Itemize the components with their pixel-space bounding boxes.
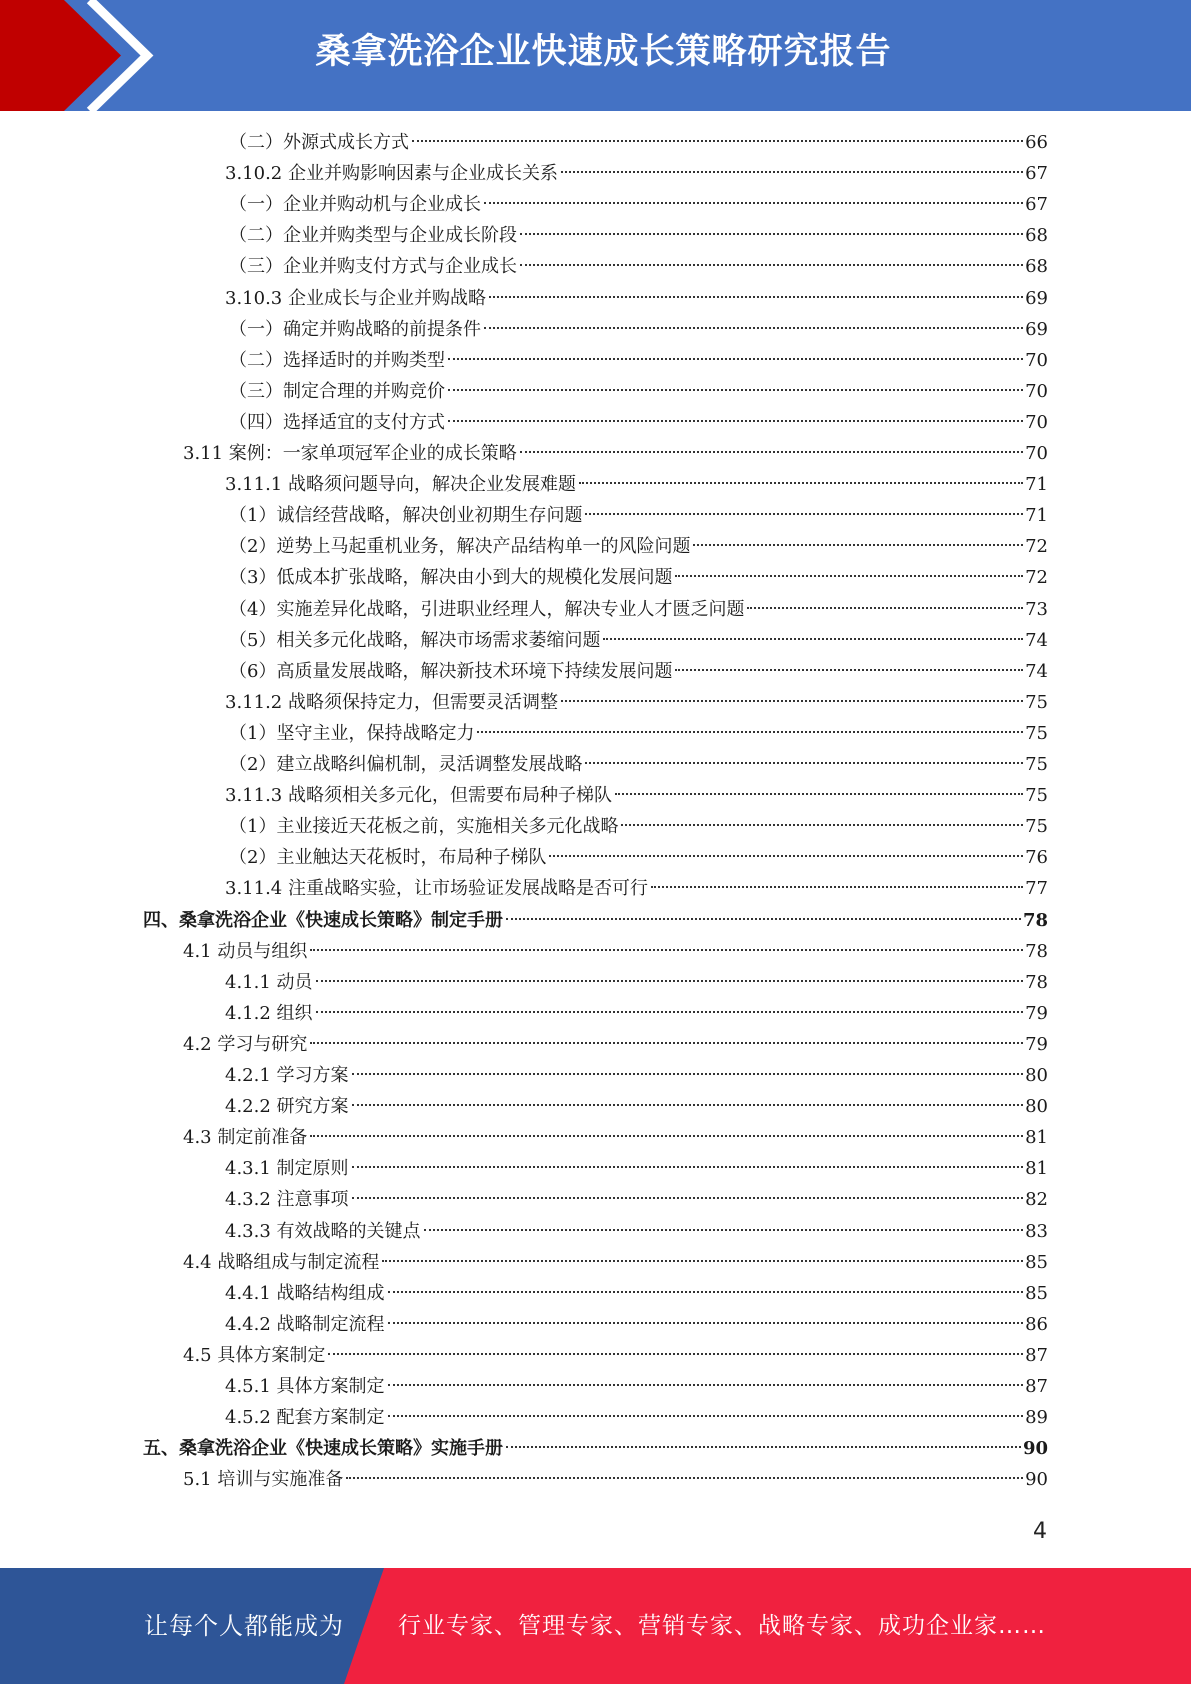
toc-entry-label: 4.5 具体方案制定 [183, 1344, 326, 1366]
toc-entry-label: （5）相关多元化战略，解决市场需求萎缩问题 [229, 629, 601, 651]
toc-dot-leader [352, 1197, 1024, 1199]
toc-entry-page: 87 [1025, 1344, 1048, 1366]
page-header [0, 0, 1191, 111]
toc-dot-leader [585, 762, 1023, 764]
toc-entry-page: 73 [1025, 598, 1048, 620]
toc-entry[interactable] [225, 1060, 1048, 1091]
toc-dot-leader [561, 171, 1023, 173]
toc-entry-label: （一）确定并购战略的前提条件 [229, 318, 481, 340]
toc-entry-page: 79 [1025, 1002, 1048, 1024]
toc-dot-leader [615, 793, 1023, 795]
toc-dot-leader [675, 575, 1023, 577]
toc-entry-label: 五、桑拿洗浴企业《快速成长策略》实施手册 [143, 1438, 503, 1460]
toc-entry-label: （一）企业并购动机与企业成长 [229, 194, 481, 216]
toc-entry-label: 4.4.1 战略结构组成 [225, 1282, 385, 1304]
toc-entry[interactable] [225, 1153, 1048, 1184]
toc-entry-label: 3.11.1 战略须问题导向，解决企业发展难题 [225, 474, 576, 496]
toc-entry-page: 87 [1025, 1376, 1048, 1397]
toc-dot-leader [412, 140, 1023, 142]
toc-dot-leader [506, 918, 1021, 920]
toc-entry-page: 70 [1025, 380, 1048, 402]
toc-entry-label: （1）主业接近天花板之前，实施相关多元化战略 [229, 816, 619, 838]
toc-entry-page: 72 [1025, 567, 1048, 589]
toc-entry-page: 70 [1025, 443, 1048, 464]
toc-entry-page: 90 [1025, 1469, 1048, 1491]
toc-entry[interactable] [225, 1216, 1048, 1247]
toc-dot-leader [388, 1384, 1024, 1386]
toc-dot-leader [388, 1322, 1024, 1324]
toc-dot-leader [328, 1353, 1023, 1355]
toc-entry[interactable] [229, 189, 1048, 220]
toc-entry[interactable] [229, 625, 1048, 656]
toc-entry-page: 68 [1025, 256, 1048, 278]
toc-entry-label: （1）坚守主业，保持战略定力 [229, 722, 475, 744]
toc-entry[interactable] [225, 967, 1048, 998]
toc-entry-page: 83 [1025, 1220, 1048, 1242]
toc-entry[interactable] [229, 594, 1048, 625]
toc-dot-leader [579, 482, 1023, 484]
toc-entry[interactable] [229, 749, 1048, 780]
toc-entry-page: 75 [1025, 754, 1048, 775]
toc-entry-page: 81 [1025, 1127, 1048, 1149]
toc-entry-page: 75 [1025, 816, 1048, 838]
toc-dot-leader [520, 451, 1023, 453]
toc-entry-page: 75 [1025, 722, 1048, 744]
toc-entry-label: 3.11 案例：一家单项冠军企业的成长策略 [183, 443, 517, 464]
toc-entry-label: 3.11.2 战略须保持定力，但需要灵活调整 [225, 691, 558, 713]
toc-entry-label: 4.3.1 制定原则 [225, 1158, 349, 1180]
toc-dot-leader [316, 1011, 1024, 1013]
toc-entry-page: 82 [1025, 1189, 1048, 1211]
toc-entry[interactable] [229, 656, 1048, 687]
toc-entry-label: 3.10.3 企业成长与企业并购战略 [225, 287, 486, 309]
toc-entry[interactable] [229, 500, 1048, 531]
toc-entry-page: 72 [1025, 536, 1048, 558]
toc-entry[interactable] [225, 1402, 1048, 1433]
toc-dot-leader [448, 358, 1023, 360]
toc-entry-label: 4.2.2 研究方案 [225, 1096, 349, 1118]
toc-dot-leader [352, 1104, 1024, 1106]
toc-entry-label: （2）逆势上马起重机业务，解决产品结构单一的风险问题 [229, 536, 691, 558]
toc-entry-label: （二）外源式成长方式 [229, 132, 409, 153]
toc-entry-label: （1）诚信经营战略，解决创业初期生存问题 [229, 505, 583, 527]
toc-entry-page: 78 [1022, 909, 1048, 931]
toc-dot-leader [693, 544, 1023, 546]
toc-entry-label: 4.5.1 具体方案制定 [225, 1376, 385, 1397]
toc-entry[interactable] [225, 283, 1048, 314]
toc-entry-page: 67 [1025, 194, 1048, 216]
toc-entry-page: 74 [1025, 629, 1048, 651]
toc-entry-label: 4.4 战略组成与制定流程 [183, 1251, 380, 1273]
toc-entry-page: 75 [1025, 691, 1048, 713]
toc-entry-page: 70 [1025, 411, 1048, 433]
toc-dot-leader [585, 513, 1023, 515]
toc-dot-leader [549, 855, 1023, 857]
toc-dot-leader [388, 1415, 1024, 1417]
toc-entry-label: 4.3 制定前准备 [183, 1127, 308, 1149]
toc-entry-label: 4.4.2 战略制定流程 [225, 1313, 385, 1335]
toc-entry-label: （三）制定合理的并购竞价 [229, 380, 445, 402]
toc-entry-page: 67 [1025, 163, 1048, 185]
toc-entry[interactable] [229, 251, 1048, 282]
toc-entry-label: （4）实施差异化战略，引进职业经理人，解决专业人才匮乏问题 [229, 598, 745, 620]
toc-dot-leader [346, 1477, 1023, 1479]
toc-entry[interactable] [229, 220, 1048, 251]
toc-entry-label: 3.11.4 注重战略实验，让市场验证发展战略是否可行 [225, 878, 648, 900]
toc-entry[interactable] [229, 314, 1048, 345]
toc-dot-leader [424, 1229, 1024, 1231]
toc-entry[interactable] [225, 1371, 1048, 1402]
toc-entry-page: 89 [1025, 1407, 1048, 1429]
toc-entry-page: 68 [1025, 225, 1048, 247]
toc-entry[interactable] [225, 780, 1048, 811]
toc-entry-page: 76 [1025, 847, 1048, 869]
toc-dot-leader [621, 824, 1023, 826]
toc-entry-label: （2）建立战略纠偏机制，灵活调整发展战略 [229, 754, 583, 775]
footer-slogan-left: 让每个人都能成为 [144, 1612, 344, 1640]
toc-entry[interactable] [225, 1278, 1048, 1309]
toc-entry[interactable] [229, 842, 1048, 873]
toc-dot-leader [352, 1073, 1024, 1075]
toc-entry-label: 4.1 动员与组织 [183, 940, 308, 962]
footer-slogan-right: 行业专家、管理专家、营销专家、战略专家、成功企业家…… [398, 1613, 1046, 1639]
toc-entry-label: （二）企业并购类型与企业成长阶段 [229, 225, 517, 247]
toc-dot-leader [477, 731, 1023, 733]
toc-dot-leader [561, 700, 1023, 702]
toc-dot-leader [310, 1135, 1023, 1137]
document-title: 桑拿洗浴企业快速成长策略研究报告 [315, 32, 892, 72]
page-footer [0, 1568, 1191, 1684]
toc-dot-leader [484, 202, 1023, 204]
toc-entry[interactable] [225, 469, 1048, 500]
toc-entry[interactable] [229, 718, 1048, 749]
toc-entry[interactable] [229, 811, 1048, 842]
toc-dot-leader [489, 296, 1023, 298]
toc-entry-label: 4.2 学习与研究 [183, 1033, 308, 1055]
toc-entry[interactable] [229, 376, 1048, 407]
toc-entry-page: 81 [1025, 1158, 1048, 1180]
toc-entry[interactable] [225, 1309, 1048, 1340]
toc-dot-leader [382, 1260, 1023, 1262]
toc-entry[interactable] [183, 1247, 1048, 1278]
toc-entry-page: 90 [1022, 1438, 1048, 1460]
toc-entry-label: （三）企业并购支付方式与企业成长 [229, 256, 517, 278]
toc-entry-label: 4.2.1 学习方案 [225, 1065, 349, 1086]
toc-entry[interactable] [225, 998, 1048, 1029]
toc-entry-label: （3）低成本扩张战略，解决由小到大的规模化发展问题 [229, 567, 673, 589]
toc-entry-label: （6）高质量发展战略，解决新技术环境下持续发展问题 [229, 660, 673, 682]
toc-entry-page: 69 [1025, 287, 1048, 309]
toc-entry-label: 4.3.3 有效战略的关键点 [225, 1220, 421, 1242]
toc-dot-leader [520, 264, 1023, 266]
toc-entry[interactable] [183, 1122, 1048, 1153]
toc-entry-page: 78 [1025, 971, 1048, 993]
toc-dot-leader [520, 233, 1023, 235]
toc-entry[interactable] [143, 1433, 1048, 1464]
toc-entry[interactable] [225, 687, 1048, 718]
toc-entry[interactable] [183, 1340, 1048, 1371]
toc-entry-label: 四、桑拿洗浴企业《快速成长策略》制定手册 [143, 909, 503, 931]
toc-entry-page: 71 [1025, 505, 1048, 527]
toc-entry-page: 71 [1025, 474, 1048, 496]
toc-entry-label: 3.11.3 战略须相关多元化，但需要布局种子梯队 [225, 785, 612, 807]
toc-entry[interactable] [229, 562, 1048, 593]
toc-dot-leader [310, 1042, 1023, 1044]
toc-entry-label: 5.1 培训与实施准备 [183, 1469, 344, 1491]
toc-dot-leader [316, 980, 1024, 982]
toc-entry-page: 66 [1025, 132, 1048, 153]
toc-entry[interactable] [225, 873, 1048, 904]
toc-entry-page: 75 [1025, 785, 1048, 807]
toc-dot-leader [448, 420, 1023, 422]
toc-dot-leader [675, 669, 1023, 671]
toc-entry-page: 69 [1025, 318, 1048, 340]
toc-entry[interactable] [229, 345, 1048, 376]
toc-entry[interactable] [225, 1184, 1048, 1215]
toc-entry-page: 85 [1025, 1251, 1048, 1273]
toc-entry-page: 85 [1025, 1282, 1048, 1304]
toc-entry-label: 3.10.2 企业并购影响因素与企业成长关系 [225, 163, 558, 185]
toc-entry[interactable] [183, 936, 1048, 967]
toc-entry-page: 78 [1025, 940, 1048, 962]
toc-entry[interactable] [183, 1464, 1048, 1495]
toc-dot-leader [506, 1446, 1021, 1448]
toc-entry-page: 74 [1025, 660, 1048, 682]
toc-entry-page: 86 [1025, 1313, 1048, 1335]
toc-entry-page: 70 [1025, 349, 1048, 371]
toc-entry-page: 80 [1025, 1096, 1048, 1118]
page-number: 4 [1033, 1519, 1047, 1544]
toc-entry[interactable] [183, 1029, 1048, 1060]
toc-entry-label: （二）选择适时的并购类型 [229, 349, 445, 371]
toc-dot-leader [651, 886, 1023, 888]
toc-entry-label: 4.1.2 组织 [225, 1002, 313, 1024]
toc-dot-leader [603, 638, 1023, 640]
toc-entry-label: 4.3.2 注意事项 [225, 1189, 349, 1211]
toc-entry-label: 4.5.2 配套方案制定 [225, 1407, 385, 1429]
toc-entry[interactable] [143, 905, 1048, 936]
toc-dot-leader [448, 389, 1023, 391]
toc-entry[interactable] [183, 438, 1048, 469]
toc-entry-label: （2）主业触达天花板时，布局种子梯队 [229, 847, 547, 869]
toc-entry[interactable] [225, 158, 1048, 189]
toc-dot-leader [310, 949, 1023, 951]
toc-entry-page: 79 [1025, 1033, 1048, 1055]
toc-entry[interactable] [229, 531, 1048, 562]
toc-dot-leader [484, 327, 1023, 329]
toc-entry-label: 4.1.1 动员 [225, 971, 313, 993]
toc-dot-leader [747, 607, 1023, 609]
toc-entry-page: 77 [1025, 878, 1048, 900]
toc-entry[interactable] [229, 127, 1048, 158]
toc-dot-leader [388, 1291, 1024, 1293]
toc-entry-label: （四）选择适宜的支付方式 [229, 411, 445, 433]
toc-entry[interactable] [229, 407, 1048, 438]
toc-entry[interactable] [225, 1091, 1048, 1122]
toc-entry-page: 80 [1025, 1065, 1048, 1086]
toc-dot-leader [352, 1166, 1024, 1168]
